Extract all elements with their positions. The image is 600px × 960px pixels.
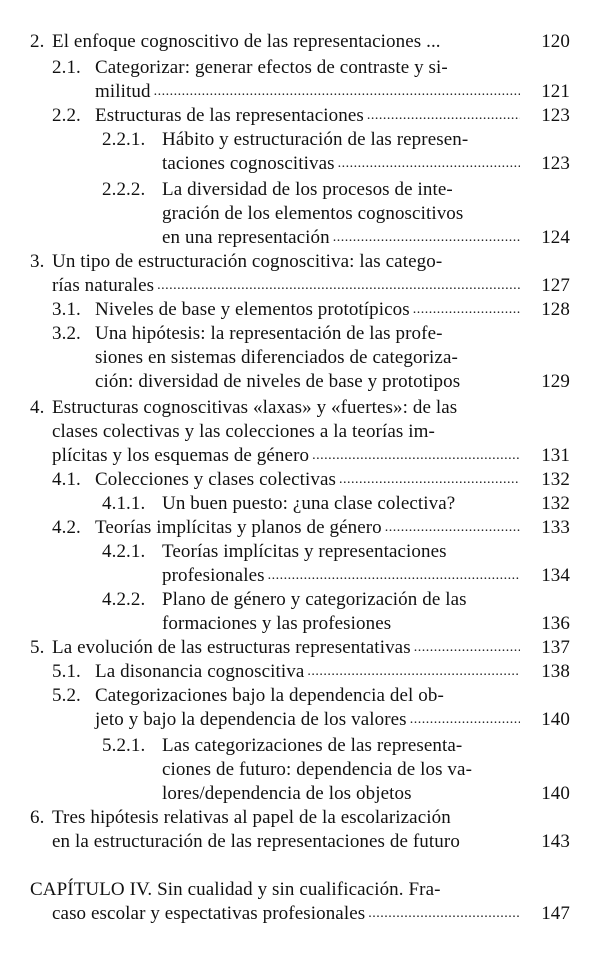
toc-entry [0,733,600,759]
toc-entry [0,321,600,347]
toc-entry [0,395,600,421]
page-number: 123 [541,105,570,126]
section-title-cont: militud [95,81,151,102]
page-number: 132 [541,493,570,514]
section-title: La diversidad de los procesos de inte- [162,179,453,200]
toc-entry [0,127,600,153]
page-number: 143 [541,831,570,852]
toc-entry-continuation [0,707,600,733]
section-title: Hábito y estructuración de las represen- [162,129,469,150]
toc-entry [0,659,600,685]
section-number: 5.2.1. [102,735,146,756]
page-number: 133 [541,517,570,538]
section-number: 5. [30,637,45,658]
section-title: Las categorizaciones de las representa- [162,735,463,756]
toc-entry [0,103,600,129]
section-number: 2.2.1. [102,129,146,150]
chapter-entry [0,877,600,903]
dot-leader [312,443,520,469]
section-title: La disonancia cognoscitiva [95,661,305,682]
dot-leader [339,467,520,493]
section-number: 2.1. [52,57,81,78]
section-title-cont: ciones de futuro: dependencia de los va- [162,759,472,780]
toc-entry-continuation [0,443,600,469]
chapter-entry-continuation [0,901,600,927]
page-number: 137 [541,637,570,658]
page-number: 140 [541,709,570,730]
page-number: 140 [541,783,570,804]
section-title-cont: siones en sistemas diferenciados de categoriza- [95,347,458,368]
section-title: La evolución de las estructuras representativas [52,637,411,658]
dot-leader [307,659,520,685]
section-number: 5.1. [52,661,81,682]
toc-entry-continuation [0,273,600,299]
toc-entry-continuation [0,419,600,445]
section-title: Un tipo de estructuración cognoscitiva: las catego- [52,251,443,272]
dot-leader [367,103,520,129]
page-number: 127 [541,275,570,296]
dot-leader [410,707,520,733]
toc-entry [0,29,600,55]
page-number: 123 [541,153,570,174]
chapter-title-cont: caso escolar y espectativas profesionales [52,903,366,924]
section-title: Niveles de base y elementos prototípicos [95,299,410,320]
toc-entry [0,491,600,517]
toc-entry-continuation [0,225,600,251]
toc-entry [0,177,600,203]
page-number: 120 [541,31,570,52]
toc-entry [0,587,600,613]
section-title: Teorías implícitas y representaciones [162,541,447,562]
dot-leader [414,635,520,661]
toc-entry [0,55,600,81]
section-title-cont: lores/dependencia de los objetos [162,783,412,804]
section-number: 4. [30,397,45,418]
section-number: 4.1.1. [102,493,146,514]
section-number: 4.2.2. [102,589,146,610]
section-number: 3.2. [52,323,81,344]
section-title-cont: formaciones y las profesiones [162,613,392,634]
page-number: 136 [541,613,570,634]
dot-leader [413,297,520,323]
section-title-cont: ción: diversidad de niveles de base y prototipos [95,371,461,392]
toc-entry-continuation [0,201,600,227]
toc-entry [0,297,600,323]
page-number: 121 [541,81,570,102]
toc-entry [0,515,600,541]
toc-entry [0,635,600,661]
section-title: El enfoque cognoscitivo de las representaciones ... [52,31,441,52]
toc-entry [0,467,600,493]
toc-entry-continuation [0,151,600,177]
toc-entry [0,683,600,709]
section-number: 2. [30,31,45,52]
dot-leader [385,515,520,541]
section-number: 4.1. [52,469,81,490]
section-number: 6. [30,807,45,828]
section-title: Un buen puesto: ¿una clase colectiva? [162,493,456,514]
page-number: 128 [541,299,570,320]
page-number: 138 [541,661,570,682]
section-title-cont: rías naturales [52,275,155,296]
page-number: 147 [541,903,570,924]
section-number: 5.2. [52,685,81,706]
page-number: 134 [541,565,570,586]
toc-entry-continuation [0,563,600,589]
section-number: 3.1. [52,299,81,320]
page-number: 129 [541,371,570,392]
chapter-title: CAPÍTULO IV. Sin cualidad y sin cualificación. Fra- [30,879,441,900]
section-number: 2.2.2. [102,179,146,200]
toc-entry [0,805,600,831]
section-title-cont: jeto y bajo la dependencia de los valores [95,709,407,730]
toc-entry-continuation [0,757,600,783]
toc-entry-continuation [0,829,600,855]
section-number: 2.2. [52,105,81,126]
section-title: Una hipótesis: la representación de las profe- [95,323,443,344]
dot-leader [368,901,520,927]
section-title-cont: plícitas y los esquemas de género [52,445,310,466]
section-title: Categorizar: generar efectos de contraste y si- [95,57,448,78]
dot-leader [157,273,520,299]
page-number: 131 [541,445,570,466]
section-title: Estructuras cognoscitivas «laxas» y «fuertes»: de las [52,397,458,418]
section-title-cont: taciones cognoscitivas [162,153,335,174]
page-number: 124 [541,227,570,248]
toc-entry-continuation [0,611,600,637]
section-number: 4.2.1. [102,541,146,562]
toc-entry-continuation [0,345,600,371]
section-title-cont: gración de los elementos cognoscitivos [162,203,464,224]
section-number: 4.2. [52,517,81,538]
section-title: Tres hipótesis relativas al papel de la escolarización [52,807,451,828]
dot-leader [338,151,520,177]
toc-entry-continuation [0,79,600,105]
section-number: 3. [30,251,45,272]
section-title: Teorías implícitas y planos de género [95,517,382,538]
section-title: Plano de género y categorización de las [162,589,467,610]
section-title-cont: profesionales [162,565,265,586]
toc-entry-continuation [0,369,600,395]
dot-leader [268,563,520,589]
section-title-cont: clases colectivas y las colecciones a la teorías im- [52,421,435,442]
toc-entry [0,539,600,565]
section-title: Colecciones y clases colectivas [95,469,337,490]
section-title: Categorizaciones bajo la dependencia del ob- [95,685,444,706]
toc-entry-continuation [0,781,600,807]
section-title: Estructuras de las representaciones [95,105,364,126]
page-number: 132 [541,469,570,490]
dot-leader [154,79,520,105]
toc-entry [0,249,600,275]
dot-leader [333,225,520,251]
section-title-cont: en la estructuración de las representaciones de futuro [52,831,460,852]
section-title-cont: en una representación [162,227,330,248]
